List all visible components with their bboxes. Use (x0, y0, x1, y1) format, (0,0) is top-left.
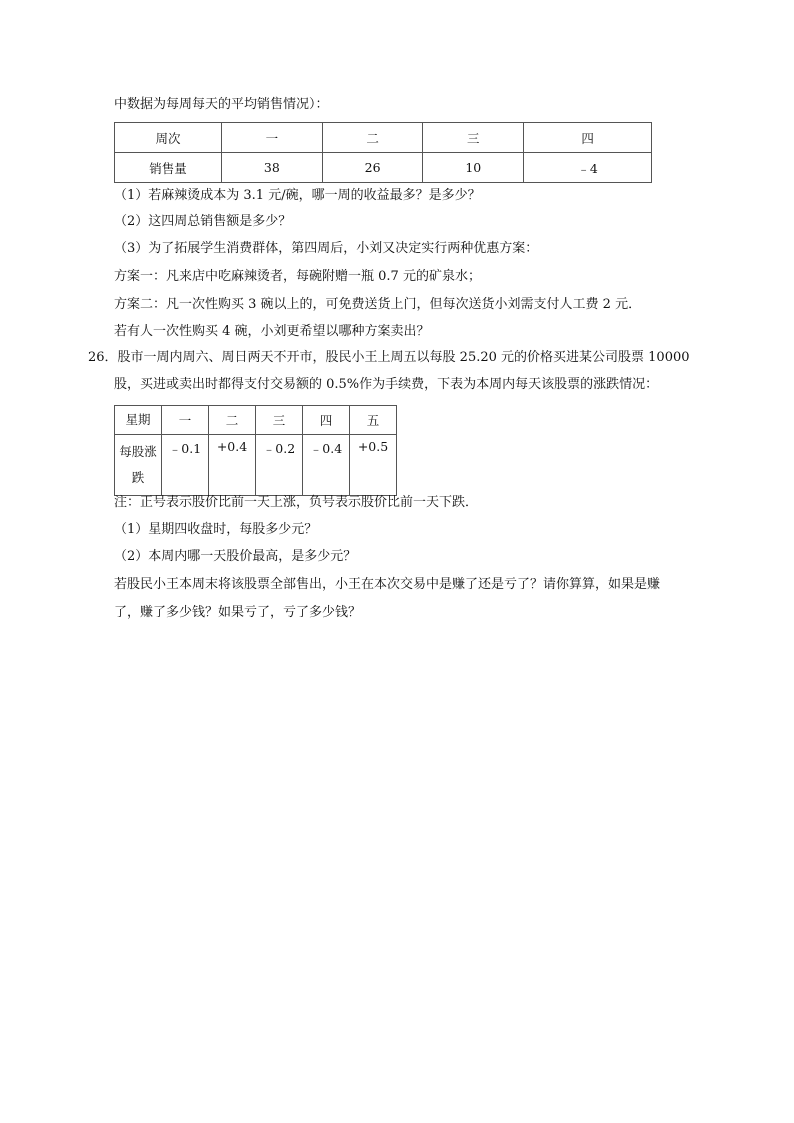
q26-stem-line-1: 26．股市一周内周六、周日两天不开市，股民小王上周五以每股 25.20 元的价格买进某公司股票 10000 (88, 350, 690, 365)
q25-question-1: （1）若麻辣烫成本为 3.1 元/碗，哪一周的收益最多？是多少？ (114, 188, 481, 203)
table-cell: 26 (322, 153, 423, 183)
stock-change-table (114, 405, 397, 496)
q25-plan-1: 方案一：凡来店中吃麻辣烫者，每碗附赠一瓶 0.7 元的矿泉水； (114, 269, 481, 284)
table-header-cell: 三 (256, 406, 303, 435)
q25-question-2: （2）这四周总销售额是多少？ (114, 214, 292, 229)
table-header-cell: 周次 (115, 123, 222, 153)
table-header-cell: 二 (209, 406, 256, 435)
table-row (115, 123, 652, 153)
row-label-line-2: 跌 (131, 470, 145, 485)
table-cell: ﹣4 (524, 153, 652, 183)
weekly-sales-table (114, 122, 652, 183)
q26-question-3-line-2: 了，赚了多少钱？如果亏了，亏了多少钱？ (114, 605, 362, 620)
intro-line: 中数据为每周每天的平均销售情况）： (114, 97, 329, 112)
table-header-cell: 一 (162, 406, 209, 435)
q26-note: 注：正号表示股价比前一天上涨，负号表示股价比前一天下跌． (114, 495, 479, 510)
table-header-cell: 三 (423, 123, 524, 153)
table-header-cell: 星期 (115, 406, 162, 435)
table-header-cell: 四 (524, 123, 652, 153)
q26-stem-line-2: 股，买进或卖出时都得支付交易额的 0.5%作为手续费，下表为本周内每天该股票的涨跌情况： (114, 377, 659, 392)
table-row (115, 153, 652, 183)
table-row (115, 435, 397, 496)
table-cell: 10 (423, 153, 524, 183)
table-row-label (115, 435, 162, 496)
table-row (115, 406, 397, 435)
table-cell: ﹣0.1 (162, 435, 209, 496)
q26-question-1: （1）星期四收盘时，每股多少元？ (114, 522, 318, 537)
q25-plan-2: 方案二：凡一次性购买 3 碗以上的，可免费送货上门，但每次送货小刘需支付人工费 2 元． (114, 297, 642, 312)
table-header-cell: 五 (350, 406, 397, 435)
row-label-line-1: 每股涨 (119, 444, 157, 459)
table-cell: +0.4 (209, 435, 256, 496)
q26-question-3-line-1: 若股民小王本周末将该股票全部售出，小王在本次交易中是赚了还是亏了？请你算算，如果是赚 (114, 577, 661, 592)
table-header-cell: 二 (322, 123, 423, 153)
table-cell: ﹣0.4 (303, 435, 350, 496)
table-cell: +0.5 (350, 435, 397, 496)
q26-question-2: （2）本周内哪一天股价最高，是多少元？ (114, 549, 357, 564)
table-header-cell: 四 (303, 406, 350, 435)
q25-question-3: （3）为了拓展学生消费群体，第四周后，小刘又决定实行两种优惠方案： (114, 241, 539, 256)
q25-final-question: 若有人一次性购买 4 碗，小刘更希望以哪种方案卖出？ (114, 324, 430, 339)
table-cell: ﹣0.2 (256, 435, 303, 496)
table-cell: 38 (222, 153, 323, 183)
table-cell: 销售量 (115, 153, 222, 183)
table-header-cell: 一 (222, 123, 323, 153)
